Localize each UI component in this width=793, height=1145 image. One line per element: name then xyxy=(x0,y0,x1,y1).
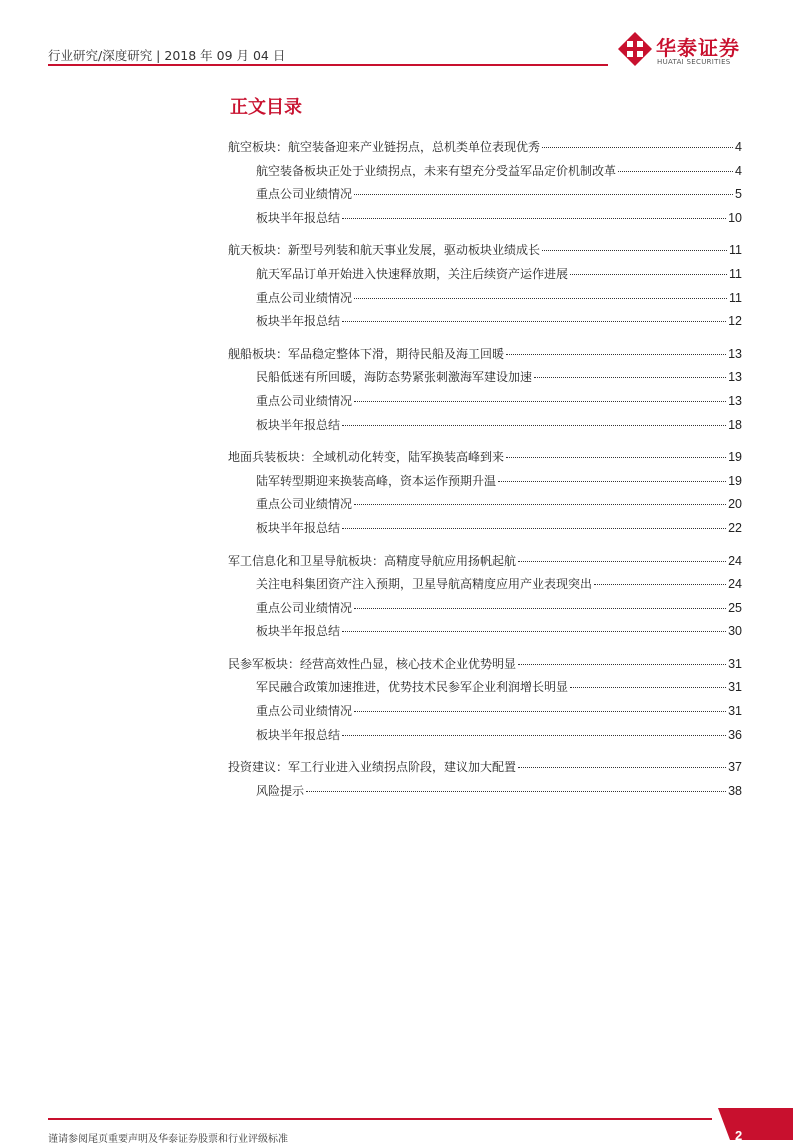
toc-entry-sub[interactable] xyxy=(228,416,742,440)
toc-leader-dots xyxy=(570,687,726,688)
toc-entry-sub[interactable] xyxy=(228,702,742,726)
toc-leader-dots xyxy=(542,250,727,251)
toc-entry-section[interactable] xyxy=(228,448,742,472)
toc-entry-sub[interactable] xyxy=(228,519,742,543)
toc-entry-label: 航空板块：航空装备迎来产业链拐点，总机类单位表现优秀 xyxy=(228,140,541,154)
toc-entry-page: 12 xyxy=(728,314,742,329)
header-breadcrumb: 行业研究/深度研究 | 2018 年 09 月 04 日 xyxy=(48,48,286,63)
toc-entry-label: 陆军转型期迎来换装高峰，资本运作预期升温 xyxy=(256,473,497,488)
toc-entry-page: 13 xyxy=(728,370,742,385)
toc-entry-page: 18 xyxy=(728,417,742,432)
toc-entry-page: 13 xyxy=(728,346,742,361)
toc-entry-label: 板块半年报总结 xyxy=(256,727,341,742)
toc-entry-page: 38 xyxy=(728,783,742,798)
logo-name-cn: 华泰证券 xyxy=(656,36,740,60)
toc-leader-dots xyxy=(618,171,733,172)
toc-entry-label: 重点公司业绩情况 xyxy=(256,290,353,305)
toc-entry-label: 航空装备板块正处于业绩拐点，未来有望充分受益军品定价机制改革 xyxy=(256,163,617,178)
toc-group xyxy=(228,655,742,749)
toc-group xyxy=(228,448,742,542)
toc-entry-label: 军工信息化和卫星导航板块：高精度导航应用扬帆起航 xyxy=(228,553,517,568)
toc-leader-dots xyxy=(534,377,726,378)
toc-entry-sub[interactable] xyxy=(228,312,742,336)
toc-entry-label: 舰船板块：军品稳定整体下滑，期待民船及海工回暖 xyxy=(228,346,505,361)
toc-entry-section[interactable] xyxy=(228,552,742,576)
toc-group xyxy=(228,758,742,805)
toc-entry-page: 25 xyxy=(728,600,742,615)
toc-entry-sub[interactable] xyxy=(228,575,742,599)
toc-entry-sub[interactable] xyxy=(228,162,742,186)
toc-entry-label: 板块半年报总结 xyxy=(256,417,341,432)
toc-entry-label: 板块半年报总结 xyxy=(256,624,341,639)
toc-entry-page: 24 xyxy=(728,577,742,592)
toc-entry-label: 关注电科集团资产注入预期，卫星导航高精度应用产业表现突出 xyxy=(256,577,593,592)
toc-entry-label: 重点公司业绩情况 xyxy=(256,600,353,615)
page-number: 2 xyxy=(735,1128,743,1143)
toc-entry-section[interactable] xyxy=(228,655,742,679)
toc-entry-sub[interactable] xyxy=(228,209,742,233)
toc-entry-label: 航天军品订单开始进入快速释放期，关注后续资产运作进展 xyxy=(256,266,569,281)
toc-leader-dots xyxy=(518,767,726,768)
toc-entry-page: 37 xyxy=(728,760,742,775)
toc-entry-sub[interactable] xyxy=(228,599,742,623)
toc-leader-dots xyxy=(354,298,727,299)
toc-entry-sub[interactable] xyxy=(228,392,742,416)
toc-entry-page: 24 xyxy=(728,553,742,568)
toc-entry-label: 板块半年报总结 xyxy=(256,314,341,329)
toc-entry-sub[interactable] xyxy=(228,265,742,289)
toc-leader-dots xyxy=(342,218,726,219)
toc-leader-dots xyxy=(542,147,733,148)
toc-leader-dots xyxy=(570,274,727,275)
toc-entry-sub[interactable] xyxy=(228,622,742,646)
toc-entry-sub[interactable] xyxy=(228,289,742,313)
logo-name-en: HUATAI SECURITIES xyxy=(657,58,731,66)
toc-entry-sub[interactable] xyxy=(228,472,742,496)
toc-leader-dots xyxy=(342,321,726,322)
toc-leader-dots xyxy=(518,664,726,665)
toc-entry-page: 4 xyxy=(735,163,742,178)
toc-entry-page: 11 xyxy=(729,290,742,305)
toc-entry-page: 31 xyxy=(728,656,742,671)
header-divider xyxy=(48,64,608,66)
footer-disclaimer: 谨请参阅尾页重要声明及华泰证券股票和行业评级标准 xyxy=(48,1134,288,1145)
toc-entry-page: 13 xyxy=(728,393,742,408)
toc-entry-label: 重点公司业绩情况 xyxy=(256,497,353,512)
toc-group xyxy=(228,138,742,232)
toc-leader-dots xyxy=(354,504,726,505)
toc-entry-label: 重点公司业绩情况 xyxy=(256,704,353,719)
toc-entry-page: 19 xyxy=(728,450,742,465)
footer-divider xyxy=(48,1118,712,1120)
toc-entry-section[interactable] xyxy=(228,345,742,369)
toc-leader-dots xyxy=(306,791,726,792)
table-of-contents xyxy=(228,138,742,814)
toc-group xyxy=(228,345,742,439)
toc-leader-dots xyxy=(354,711,726,712)
toc-entry-label: 风险提示 xyxy=(256,783,305,798)
toc-leader-dots xyxy=(342,425,726,426)
toc-entry-page: 20 xyxy=(728,497,742,512)
toc-leader-dots xyxy=(354,401,726,402)
toc-entry-sub[interactable] xyxy=(228,495,742,519)
toc-entry-label: 航天板块：新型号列装和航天事业发展，驱动板块业绩成长 xyxy=(228,243,541,258)
toc-entry-section[interactable] xyxy=(228,241,742,265)
toc-entry-label: 板块半年报总结 xyxy=(256,210,341,225)
toc-entry-page: 31 xyxy=(728,704,742,719)
toc-leader-dots xyxy=(498,481,726,482)
toc-entry-label: 重点公司业绩情况 xyxy=(256,393,353,408)
toc-entry-sub[interactable] xyxy=(228,185,742,209)
toc-group xyxy=(228,241,742,335)
toc-entry-page: 11 xyxy=(729,266,742,281)
toc-entry-sub[interactable] xyxy=(228,678,742,702)
toc-entry-label: 民船低迷有所回暖，海防态势紧张刺激海军建设加速 xyxy=(256,370,533,385)
toc-title: 正文目录 xyxy=(230,97,302,118)
toc-entry-page: 31 xyxy=(728,680,742,695)
toc-entry-page: 30 xyxy=(728,624,742,639)
toc-leader-dots xyxy=(342,631,726,632)
toc-entry-page: 5 xyxy=(735,187,742,202)
toc-leader-dots xyxy=(354,194,733,195)
company-logo xyxy=(618,30,748,72)
toc-entry-label: 重点公司业绩情况 xyxy=(256,187,353,202)
toc-leader-dots xyxy=(518,561,726,562)
toc-entry-page: 19 xyxy=(728,473,742,488)
toc-entry-label: 军民融合政策加速推进，优势技术民参军企业利润增长明显 xyxy=(256,680,569,695)
toc-entry-label: 地面兵装板块：全域机动化转变，陆军换装高峰到来 xyxy=(228,450,505,465)
toc-entry-page: 10 xyxy=(728,210,742,225)
toc-entry-sub[interactable] xyxy=(228,782,742,806)
toc-entry-page: 36 xyxy=(728,727,742,742)
toc-entry-label: 民参军板块：经营高效性凸显，核心技术企业优势明显 xyxy=(228,656,517,671)
toc-leader-dots xyxy=(506,354,726,355)
toc-entry-label: 板块半年报总结 xyxy=(256,520,341,535)
toc-leader-dots xyxy=(342,528,726,529)
toc-group xyxy=(228,552,742,646)
toc-leader-dots xyxy=(506,457,726,458)
huatai-logo-icon xyxy=(618,32,652,66)
toc-entry-page: 4 xyxy=(735,140,742,154)
toc-entry-sub[interactable] xyxy=(228,726,742,750)
toc-entry-label: 投资建议：军工行业进入业绩拐点阶段，建议加大配置 xyxy=(228,760,517,775)
toc-leader-dots xyxy=(342,735,726,736)
page-number-tab xyxy=(708,1100,793,1140)
toc-entry-page: 22 xyxy=(728,520,742,535)
toc-leader-dots xyxy=(354,608,726,609)
toc-entry-section[interactable] xyxy=(228,138,742,162)
toc-entry-section[interactable] xyxy=(228,758,742,782)
toc-entry-sub[interactable] xyxy=(228,368,742,392)
toc-leader-dots xyxy=(594,584,726,585)
toc-entry-page: 11 xyxy=(729,243,742,258)
